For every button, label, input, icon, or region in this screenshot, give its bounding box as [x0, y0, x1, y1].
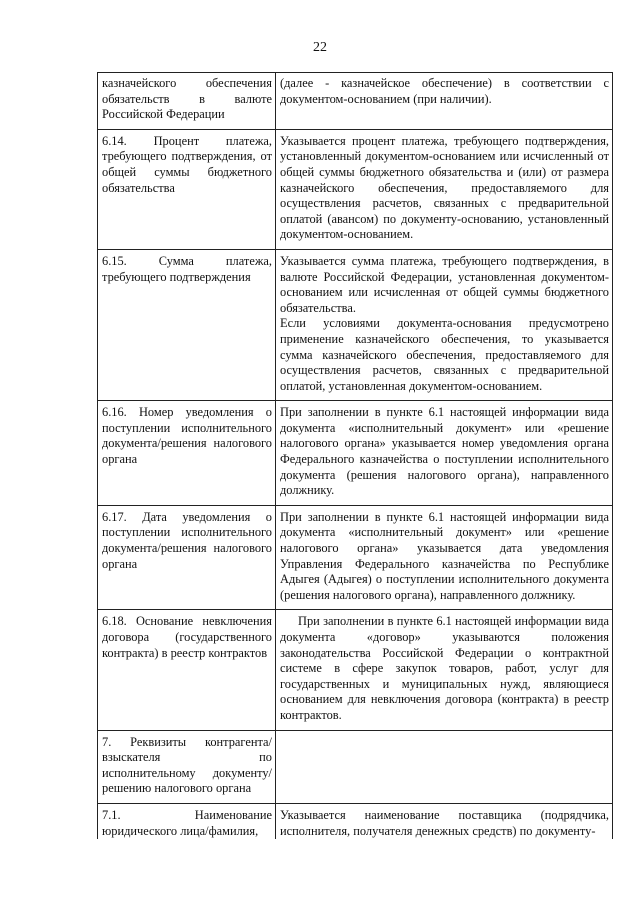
field-description-cell — [276, 129, 613, 249]
description-paragraph: (далее - казначейское обеспечение) в соответствии с документом-основанием (при наличии). — [280, 76, 609, 106]
field-name-cell: 6.15. Сумма платежа, требующего подтверждения — [98, 249, 276, 400]
table-row — [98, 730, 613, 803]
table-row — [98, 610, 613, 730]
page-number: 22 — [313, 40, 327, 55]
description-paragraph: При заполнении в пункте 6.1 настоящей информации вида документа «исполнительный документ» или «решение налогового органа» указывается дата уведомления Управления Федерального казначейства по Республике Адыгея (Адыгея) о поступлении исполнительного документа (решения налогового органа), направленного должнику. — [280, 509, 609, 602]
table-row — [98, 505, 613, 610]
table-row — [98, 73, 613, 130]
description-paragraph: Указывается сумма платежа, требующего подтверждения, в валюте Российской Федерации, установленная документом-основанием или исчисленная от общей суммы бюджетного обязательства. — [280, 253, 609, 315]
field-name-cell: 6.14. Процент платежа, требующего подтверждения, от общей суммы бюджетного обязательства — [98, 129, 276, 249]
table-row — [98, 803, 613, 839]
field-name-cell: 6.18. Основание невключения договора (государственного контракта) в реестр контрактов — [98, 610, 276, 730]
field-description-cell — [276, 401, 613, 506]
field-description-cell — [276, 505, 613, 610]
field-description-cell — [276, 610, 613, 730]
field-name-cell: 7. Реквизиты контрагента/ взыскателя по исполнительному документу/решению налогового органа — [98, 730, 276, 803]
description-paragraph: При заполнении в пункте 6.1 настоящей информации вида документа «договор» указываются положения законодательства Российской Федерации о контрактной системе в сфере закупок товаров, работ, услуг для государственных и муниципальных нужд, являющиеся основанием для невключения договора (контракта) в реестр контрактов. — [280, 614, 609, 722]
field-description-cell — [276, 249, 613, 400]
document-table — [97, 72, 613, 839]
field-name-cell: 6.16. Номер уведомления о поступлении исполнительного документа/решения налогового органа — [98, 401, 276, 506]
field-description-cell — [276, 730, 613, 803]
field-description-cell — [276, 803, 613, 839]
description-paragraph: При заполнении в пункте 6.1 настоящей информации вида документа «исполнительный документ» или «решение налогового органа» указывается номер уведомления органа Федерального казначейства о поступлении исполнительного документа (решения налогового органа), направленного должнику. — [280, 405, 609, 498]
field-name-cell: казначейского обеспечения обязательств в валюте Российской Федерации — [98, 73, 276, 130]
description-paragraph: Указывается процент платежа, требующего подтверждения, установленный документом-основанием или исчисленный от общей суммы бюджетного обязательства и (или) от размера казначейского обеспечения, предоставляемого для осуществления расчетов, связанных с предварительной оплатой (авансом) по документу-основанию, установленный документом-основанием. — [280, 133, 609, 242]
table-row — [98, 129, 613, 249]
table-row — [98, 401, 613, 506]
description-paragraph: Если условиями документа-основания предусмотрено применение казначейского обеспечения, то указывается сумма казначейского обеспечения, предоставляемого для осуществления расчетов, связанных с предварительной оплатой, установленная документом-основанием. — [280, 316, 609, 393]
field-description-cell — [276, 73, 613, 130]
description-paragraph: Указывается наименование поставщика (подрядчика, исполнителя, получателя денежных средств) по документу- — [280, 807, 609, 838]
field-name-cell: 7.1. Наименование юридического лица/фамилия, — [98, 803, 276, 839]
field-name-cell: 6.17. Дата уведомления о поступлении исполнительного документа/решения налогового органа — [98, 505, 276, 610]
table-row — [98, 249, 613, 400]
